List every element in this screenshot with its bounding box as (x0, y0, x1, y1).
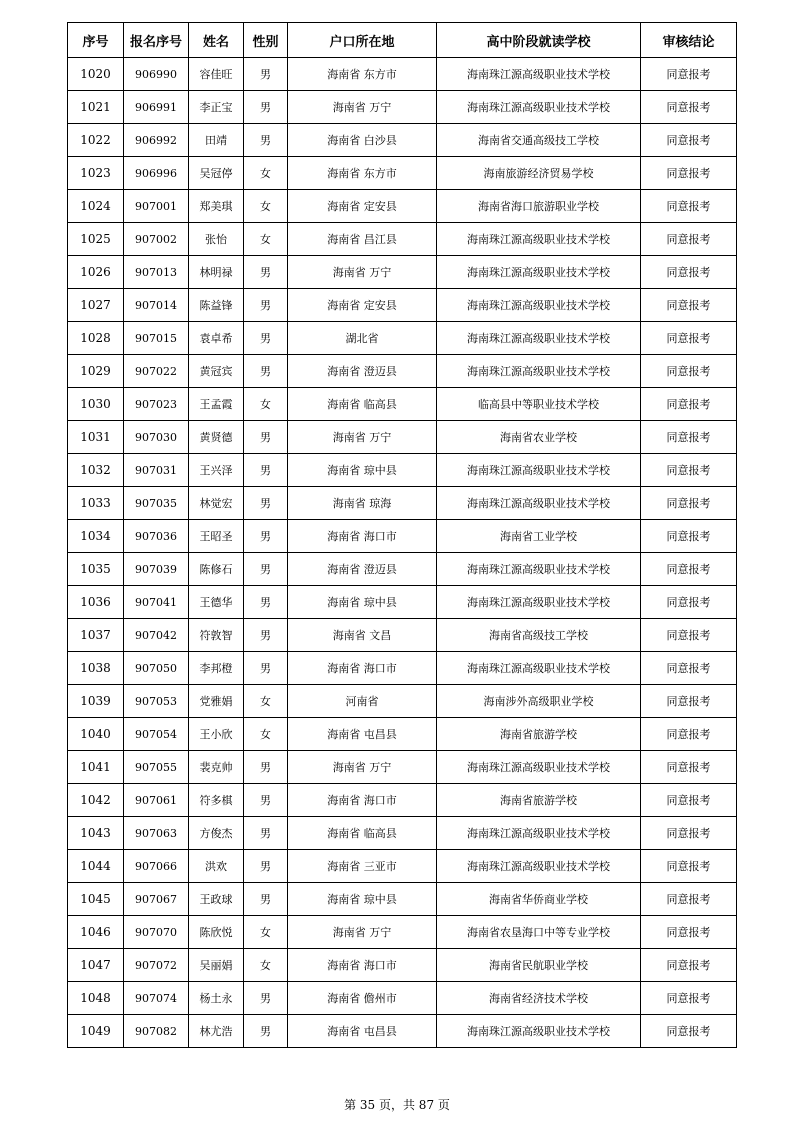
gender-cell: 女 (244, 718, 288, 751)
school-cell: 海南省农业学校 (437, 421, 641, 454)
result-cell: 同意报考 (641, 223, 737, 256)
residence-cell: 海南省 琼中县 (288, 586, 437, 619)
school-cell: 海南省民航职业学校 (437, 949, 641, 982)
result-cell: 同意报考 (641, 586, 737, 619)
reg-no-cell: 907023 (124, 388, 189, 421)
residence-cell: 海南省 文昌 (288, 619, 437, 652)
name-cell: 王德华 (189, 586, 244, 619)
gender-cell: 男 (244, 58, 288, 91)
name-cell: 杨土永 (189, 982, 244, 1015)
reg-no-cell: 907013 (124, 256, 189, 289)
table-row (68, 718, 737, 751)
seq-cell: 1043 (68, 817, 124, 850)
result-cell: 同意报考 (641, 619, 737, 652)
header-result: 审核结论 (641, 23, 737, 58)
header-school: 高中阶段就读学校 (437, 23, 641, 58)
table-row (68, 322, 737, 355)
result-cell: 同意报考 (641, 421, 737, 454)
gender-cell: 男 (244, 850, 288, 883)
result-cell: 同意报考 (641, 850, 737, 883)
name-cell: 陈修石 (189, 553, 244, 586)
residence-cell: 海南省 万宁 (288, 916, 437, 949)
result-cell: 同意报考 (641, 190, 737, 223)
result-cell: 同意报考 (641, 916, 737, 949)
table-row (68, 883, 737, 916)
table-row (68, 421, 737, 454)
residence-cell: 海南省 临高县 (288, 388, 437, 421)
residence-cell: 海南省 万宁 (288, 256, 437, 289)
result-cell: 同意报考 (641, 718, 737, 751)
result-cell: 同意报考 (641, 454, 737, 487)
reg-no-cell: 907061 (124, 784, 189, 817)
gender-cell: 男 (244, 619, 288, 652)
name-cell: 吴丽娟 (189, 949, 244, 982)
seq-cell: 1049 (68, 1015, 124, 1048)
seq-cell: 1037 (68, 619, 124, 652)
table-row (68, 289, 737, 322)
table-row (68, 388, 737, 421)
gender-cell: 男 (244, 784, 288, 817)
school-cell: 海南省农垦海口中等专业学校 (437, 916, 641, 949)
name-cell: 洪欢 (189, 850, 244, 883)
reg-no-cell: 907014 (124, 289, 189, 322)
table-row (68, 520, 737, 553)
name-cell: 田靖 (189, 124, 244, 157)
table-row (68, 355, 737, 388)
gender-cell: 男 (244, 289, 288, 322)
school-cell: 海南珠江源高级职业技术学校 (437, 817, 641, 850)
table-body (68, 58, 737, 1048)
school-cell: 海南珠江源高级职业技术学校 (437, 487, 641, 520)
gender-cell: 男 (244, 421, 288, 454)
name-cell: 陈欣悦 (189, 916, 244, 949)
school-cell: 临高县中等职业技术学校 (437, 388, 641, 421)
reg-no-cell: 907067 (124, 883, 189, 916)
reg-no-cell: 907015 (124, 322, 189, 355)
name-cell: 王小欣 (189, 718, 244, 751)
gender-cell: 女 (244, 157, 288, 190)
residence-cell: 海南省 琼海 (288, 487, 437, 520)
seq-cell: 1036 (68, 586, 124, 619)
gender-cell: 男 (244, 817, 288, 850)
residence-cell: 海南省 三亚市 (288, 850, 437, 883)
name-cell: 张怡 (189, 223, 244, 256)
school-cell: 海南珠江源高级职业技术学校 (437, 322, 641, 355)
residence-cell: 海南省 海口市 (288, 520, 437, 553)
table-row (68, 916, 737, 949)
reg-no-cell: 907072 (124, 949, 189, 982)
gender-cell: 男 (244, 553, 288, 586)
result-cell: 同意报考 (641, 982, 737, 1015)
seq-cell: 1033 (68, 487, 124, 520)
seq-cell: 1040 (68, 718, 124, 751)
seq-cell: 1024 (68, 190, 124, 223)
name-cell: 陈益锋 (189, 289, 244, 322)
page-number: 第 35 页，共 87 页 (344, 1098, 450, 1112)
residence-cell: 海南省 东方市 (288, 157, 437, 190)
name-cell: 王孟霞 (189, 388, 244, 421)
result-cell: 同意报考 (641, 91, 737, 124)
school-cell: 海南珠江源高级职业技术学校 (437, 553, 641, 586)
name-cell: 林明禄 (189, 256, 244, 289)
table-row (68, 850, 737, 883)
seq-cell: 1044 (68, 850, 124, 883)
header-gender: 性别 (244, 23, 288, 58)
table-row (68, 619, 737, 652)
reg-no-cell: 907030 (124, 421, 189, 454)
gender-cell: 女 (244, 190, 288, 223)
result-cell: 同意报考 (641, 685, 737, 718)
result-cell: 同意报考 (641, 322, 737, 355)
seq-cell: 1035 (68, 553, 124, 586)
name-cell: 王政球 (189, 883, 244, 916)
residence-cell: 海南省 海口市 (288, 652, 437, 685)
reg-no-cell: 906990 (124, 58, 189, 91)
school-cell: 海南珠江源高级职业技术学校 (437, 751, 641, 784)
residence-cell: 海南省 东方市 (288, 58, 437, 91)
residence-cell: 海南省 万宁 (288, 421, 437, 454)
name-cell: 方俊杰 (189, 817, 244, 850)
reg-no-cell: 907041 (124, 586, 189, 619)
seq-cell: 1046 (68, 916, 124, 949)
name-cell: 党雅娟 (189, 685, 244, 718)
school-cell: 海南涉外高级职业学校 (437, 685, 641, 718)
school-cell: 海南省海口旅游职业学校 (437, 190, 641, 223)
reg-no-cell: 907053 (124, 685, 189, 718)
gender-cell: 女 (244, 685, 288, 718)
seq-cell: 1029 (68, 355, 124, 388)
reg-no-cell: 907001 (124, 190, 189, 223)
registration-table-container (67, 22, 736, 1048)
reg-no-cell: 907042 (124, 619, 189, 652)
gender-cell: 男 (244, 586, 288, 619)
residence-cell: 海南省 澄迈县 (288, 553, 437, 586)
gender-cell: 男 (244, 124, 288, 157)
table-row (68, 1015, 737, 1048)
name-cell: 符敦智 (189, 619, 244, 652)
residence-cell: 海南省 澄迈县 (288, 355, 437, 388)
school-cell: 海南省工业学校 (437, 520, 641, 553)
name-cell: 林觉宏 (189, 487, 244, 520)
school-cell: 海南省交通高级技工学校 (437, 124, 641, 157)
table-row (68, 685, 737, 718)
school-cell: 海南珠江源高级职业技术学校 (437, 454, 641, 487)
gender-cell: 男 (244, 982, 288, 1015)
table-row (68, 91, 737, 124)
school-cell: 海南珠江源高级职业技术学校 (437, 91, 641, 124)
residence-cell: 海南省 白沙县 (288, 124, 437, 157)
name-cell: 李邦橙 (189, 652, 244, 685)
reg-no-cell: 907035 (124, 487, 189, 520)
result-cell: 同意报考 (641, 553, 737, 586)
table-row (68, 454, 737, 487)
name-cell: 黄贤德 (189, 421, 244, 454)
residence-cell: 海南省 琼中县 (288, 454, 437, 487)
result-cell: 同意报考 (641, 487, 737, 520)
gender-cell: 男 (244, 751, 288, 784)
school-cell: 海南珠江源高级职业技术学校 (437, 586, 641, 619)
residence-cell: 海南省 临高县 (288, 817, 437, 850)
name-cell: 袁卓希 (189, 322, 244, 355)
gender-cell: 男 (244, 652, 288, 685)
residence-cell: 海南省 海口市 (288, 784, 437, 817)
seq-cell: 1045 (68, 883, 124, 916)
gender-cell: 女 (244, 223, 288, 256)
residence-cell: 海南省 屯昌县 (288, 1015, 437, 1048)
table-row (68, 223, 737, 256)
school-cell: 海南珠江源高级职业技术学校 (437, 223, 641, 256)
result-cell: 同意报考 (641, 388, 737, 421)
name-cell: 容佳旺 (189, 58, 244, 91)
result-cell: 同意报考 (641, 949, 737, 982)
table-row (68, 817, 737, 850)
table-row (68, 553, 737, 586)
school-cell: 海南珠江源高级职业技术学校 (437, 652, 641, 685)
school-cell: 海南省华侨商业学校 (437, 883, 641, 916)
reg-no-cell: 907074 (124, 982, 189, 1015)
school-cell: 海南省经济技术学校 (437, 982, 641, 1015)
reg-no-cell: 907050 (124, 652, 189, 685)
table-row (68, 58, 737, 91)
name-cell: 王兴泽 (189, 454, 244, 487)
reg-no-cell: 907036 (124, 520, 189, 553)
reg-no-cell: 907063 (124, 817, 189, 850)
reg-no-cell: 906991 (124, 91, 189, 124)
result-cell: 同意报考 (641, 289, 737, 322)
reg-no-cell: 907082 (124, 1015, 189, 1048)
reg-no-cell: 907022 (124, 355, 189, 388)
seq-cell: 1021 (68, 91, 124, 124)
residence-cell: 海南省 定安县 (288, 289, 437, 322)
residence-cell: 海南省 海口市 (288, 949, 437, 982)
residence-cell: 海南省 琼中县 (288, 883, 437, 916)
gender-cell: 男 (244, 256, 288, 289)
seq-cell: 1047 (68, 949, 124, 982)
gender-cell: 男 (244, 454, 288, 487)
seq-cell: 1025 (68, 223, 124, 256)
table-row (68, 784, 737, 817)
seq-cell: 1039 (68, 685, 124, 718)
gender-cell: 男 (244, 520, 288, 553)
reg-no-cell: 907031 (124, 454, 189, 487)
gender-cell: 男 (244, 1015, 288, 1048)
table-row (68, 652, 737, 685)
seq-cell: 1032 (68, 454, 124, 487)
name-cell: 林尤浩 (189, 1015, 244, 1048)
result-cell: 同意报考 (641, 355, 737, 388)
reg-no-cell: 907066 (124, 850, 189, 883)
result-cell: 同意报考 (641, 751, 737, 784)
header-seq: 序号 (68, 23, 124, 58)
reg-no-cell: 907002 (124, 223, 189, 256)
gender-cell: 男 (244, 91, 288, 124)
result-cell: 同意报考 (641, 520, 737, 553)
result-cell: 同意报考 (641, 784, 737, 817)
seq-cell: 1027 (68, 289, 124, 322)
reg-no-cell: 907039 (124, 553, 189, 586)
table-row (68, 256, 737, 289)
seq-cell: 1026 (68, 256, 124, 289)
table-row (68, 487, 737, 520)
name-cell: 吴冠停 (189, 157, 244, 190)
gender-cell: 女 (244, 388, 288, 421)
header-name: 姓名 (189, 23, 244, 58)
gender-cell: 男 (244, 883, 288, 916)
residence-cell: 海南省 万宁 (288, 751, 437, 784)
seq-cell: 1034 (68, 520, 124, 553)
result-cell: 同意报考 (641, 817, 737, 850)
residence-cell: 海南省 万宁 (288, 91, 437, 124)
name-cell: 黄冠宾 (189, 355, 244, 388)
seq-cell: 1041 (68, 751, 124, 784)
residence-cell: 海南省 儋州市 (288, 982, 437, 1015)
residence-cell: 湖北省 (288, 322, 437, 355)
school-cell: 海南省高级技工学校 (437, 619, 641, 652)
result-cell: 同意报考 (641, 652, 737, 685)
reg-no-cell: 907054 (124, 718, 189, 751)
residence-cell: 河南省 (288, 685, 437, 718)
seq-cell: 1048 (68, 982, 124, 1015)
gender-cell: 男 (244, 487, 288, 520)
seq-cell: 1022 (68, 124, 124, 157)
reg-no-cell: 906996 (124, 157, 189, 190)
seq-cell: 1028 (68, 322, 124, 355)
header-reg-no: 报名序号 (124, 23, 189, 58)
table-header-row (68, 23, 737, 58)
seq-cell: 1020 (68, 58, 124, 91)
gender-cell: 女 (244, 916, 288, 949)
seq-cell: 1042 (68, 784, 124, 817)
result-cell: 同意报考 (641, 883, 737, 916)
school-cell: 海南珠江源高级职业技术学校 (437, 850, 641, 883)
table-row (68, 982, 737, 1015)
name-cell: 王昭圣 (189, 520, 244, 553)
gender-cell: 男 (244, 355, 288, 388)
gender-cell: 男 (244, 322, 288, 355)
registration-table (67, 22, 737, 1048)
school-cell: 海南省旅游学校 (437, 784, 641, 817)
table-row (68, 751, 737, 784)
reg-no-cell: 906992 (124, 124, 189, 157)
table-row (68, 586, 737, 619)
result-cell: 同意报考 (641, 157, 737, 190)
school-cell: 海南珠江源高级职业技术学校 (437, 256, 641, 289)
seq-cell: 1023 (68, 157, 124, 190)
name-cell: 符多棋 (189, 784, 244, 817)
residence-cell: 海南省 昌江县 (288, 223, 437, 256)
seq-cell: 1038 (68, 652, 124, 685)
result-cell: 同意报考 (641, 124, 737, 157)
seq-cell: 1031 (68, 421, 124, 454)
residence-cell: 海南省 定安县 (288, 190, 437, 223)
gender-cell: 女 (244, 949, 288, 982)
school-cell: 海南省旅游学校 (437, 718, 641, 751)
name-cell: 李正宝 (189, 91, 244, 124)
table-row (68, 124, 737, 157)
residence-cell: 海南省 屯昌县 (288, 718, 437, 751)
result-cell: 同意报考 (641, 58, 737, 91)
result-cell: 同意报考 (641, 256, 737, 289)
name-cell: 裴克帅 (189, 751, 244, 784)
header-residence: 户口所在地 (288, 23, 437, 58)
school-cell: 海南珠江源高级职业技术学校 (437, 289, 641, 322)
reg-no-cell: 907055 (124, 751, 189, 784)
seq-cell: 1030 (68, 388, 124, 421)
table-row (68, 949, 737, 982)
school-cell: 海南珠江源高级职业技术学校 (437, 1015, 641, 1048)
school-cell: 海南珠江源高级职业技术学校 (437, 355, 641, 388)
name-cell: 郑美琪 (189, 190, 244, 223)
result-cell: 同意报考 (641, 1015, 737, 1048)
table-row (68, 157, 737, 190)
table-row (68, 190, 737, 223)
school-cell: 海南珠江源高级职业技术学校 (437, 58, 641, 91)
school-cell: 海南旅游经济贸易学校 (437, 157, 641, 190)
reg-no-cell: 907070 (124, 916, 189, 949)
